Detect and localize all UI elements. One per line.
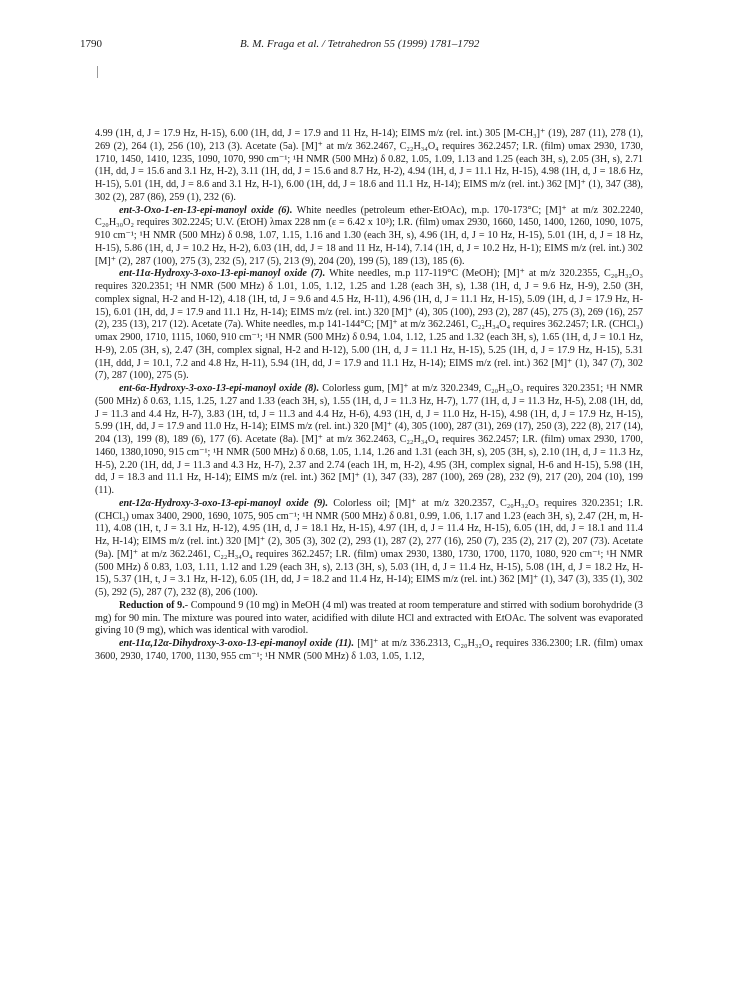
reduction-procedure (95, 600, 643, 638)
compound-name: ent-12α-Hydroxy-3-oxo-13-epi-manoyl oxide (9). (119, 497, 329, 509)
article-body (95, 128, 643, 664)
compound-entry-9 (95, 498, 643, 600)
compound-name: ent-11α,12α-Dihydroxy-3-oxo-13-epi-manoyl oxide (11). (119, 638, 355, 649)
procedure-heading: Reduction of 9. (119, 599, 185, 611)
margin-mark (97, 66, 98, 78)
compound-name: ent-6α-Hydroxy-3-oxo-13-epi-manoyl oxide (8). (119, 383, 320, 394)
compound-entry-7 (95, 268, 643, 383)
compound-name: ent-11α-Hydroxy-3-oxo-13-epi-manoyl oxide (7). (119, 268, 326, 280)
compound-entry-8 (95, 383, 643, 498)
paragraph-text: Colorless oil; [M]⁺ at m/z 320.2357, C₂₀H₃₂O₃ requires 320.2351; I.R. (CHCl₃) υmax 3400, 2900, 1690, 1075, 905 cm⁻¹; ¹H NMR (500 MHz) δ 0.81, 0.99, 1.06, 1.17 and 1.23 (each 3H, s), 2.47 (2H, m, H-11), 4.08 (1H, t, J = 3.1 Hz, H-12), 4.95 (1H, d, J = 18.1 Hz, H-15), 4.97 (1H, d, J = 11.4 Hz, H-15), 6.05 (1H, dd, J = 18.1 and 11.4 Hz, H-14); EIMS m/z (rel. int.) 320 [M]⁺ (2), 305 (3), 302 (2), 293 (1), 287 (2), 277 (16), 250 (7), 235 (2), 217 (2), 207 (73). Acetate (9a). [M]⁺ at m/z 362.2461, C₂₂H₃₄O₄ requires 362.2457; I.R. (film) υmax 2930, 1380, 1730, 1700, 1170, 1080, 920 cm⁻¹; ¹H NMR (500 MHz) δ 0.83, 1.03, 1.11, 1.12 and 1.29 (each 3H, s), 2.13 (3H, s), 5.03 (1H, d, J = 11.4 Hz, H-15), 5.08 (1H, d, J = 18.2 Hz, H-15), 5.37 (1H, t, J = 3.1 Hz, H-12), 6.05 (1H, dd, J = 18.2 and 11.4 Hz, H-14); EIMS m/z (rel. int.) 362 [M]⁺ (1), 347 (3), 335 (1), 302 (5), 292 (5), 287 (7), 232 (8), 206 (100). (95, 497, 643, 598)
paragraph-text: White needles (petroleum ether-EtOAc), m.p. 170-173°C; [M]⁺ at m/z 302.2240, C₂₀H₃₀O₂ requires 302.2245; U.V. (EtOH) λmax 228 nm (ε = 6.42 x 10³); I.R. (film) υmax 2930, 1660, 1450, 1400, 1260, 1090, 1075, 910 cm⁻¹; ¹H NMR (500 MHz) δ 0.98, 1.07, 1.15, 1.16 and 1.30 (each 3H, s), 4.96 (1H, d, J = 10 Hz, H-15), 5.01 (1H, d, J = 18 Hz, H-15), 5.86 (1H, d, J = 10.2 Hz, H-2), 6.03 (1H, dd, J = 18 and 11 Hz, H-14), 7.14 (1H, d, J = 10.2 Hz, H-1); EIMS m/z (rel. int.) 302 [M]⁺ (2), 287 (100), 275 (3), 232 (5), 217 (5), 213 (9), 204 (20), 199 (5), 189 (13), 185 (6). (95, 204, 643, 267)
compound-entry-11 (95, 638, 643, 664)
paragraph-text: [M]⁺ at m/z 336.2313, C₂₀H₃₂O₄ requires 336.2300; I.R. (film) υmax 3600, 2930, 1740, 1700, 1130, 955 cm⁻¹; ¹H NMR (500 MHz) δ 1.03, 1.05, 1.12, (95, 638, 644, 662)
compound-name: ent-3-Oxo-1-en-13-epi-manoyl oxide (6). (119, 204, 293, 216)
paragraph-text: White needles, m.p 117-119°C (MeOH); [M]⁺ at m/z 320.2355, C₂₀H₃₂O₃ requires 320.2351; ¹H NMR (500 MHz) δ 1.01, 1.05, 1.12, 1.25 and 1.28 (each 3H, s), 1.38 (1H, d, J = 9.6 Hz, H-9), 2.50 (3H, complex signal, H-2 and H-12), 4.18 (1H, td, J = 9.6 and 4.5 Hz, H-11), 4.96 (1H, d, J = 11.1 Hz, H-15), 5.09 (1H, d, J = 17.9 Hz, H-15), 6.01 (1H, dd, J = 17.9 and 11.1 Hz, H-14); EIMS m/z (rel. int.) 320 [M]⁺ (4), 305 (100), 293 (2), 287 (45), 275 (3), 269 (16), 257 (2), 235 (13), 217 (12). Acetate (7a). White needles, m.p 141-144°C; [M]⁺ at m/z 362.2461, C₂₂H₃₄O₄ requires 362.2457; I.R. (CHCl₃) υmax 2900, 1710, 1115, 1060, 910 cm⁻¹; ¹H NMR (500 MHz) δ 0.94, 1.04, 1.12, 1.25 and 1.32 (each 3H, s), 1.65 (1H, d, J = 10.1 Hz, H-9), 2.05 (3H, s), 2.47 (3H, complex signal, H-2 and H-12), 5.00 (1H, d, J = 11.1 Hz, H-15), 5.25 (1H, d, J = 17.9 Hz, H-15), 5.31 (1H, ddd, J = 10.1, 7.2 and 4.8 Hz, H-11), 5.94 (1H, dd, J = 17.9 and 11.1 Hz, H-14); EIMS m/z (rel. int.) 362 [M]⁺ (1), 347 (7), 302 (7), 287 (100), 275 (5). (95, 268, 643, 382)
page-number: 1790 (80, 38, 102, 50)
compound-entry-6 (95, 205, 643, 269)
paragraph-text: 4.99 (1H, d, J = 17.9 Hz, H-15), 6.00 (1H, dd, J = 17.9 and 11 Hz, H-14); EIMS m/z (rel. int.) 305 [M-CH₃]⁺ (19), 287 (11), 278 (1), 269 (2), 264 (1), 256 (10), 213 (3). Acetate (5a). [M]⁺ at m/z 362.2467, C₂₂H₃₄O₄ requires 362.2457; I.R. (film) υmax 2930, 1730, 1710, 1450, 1410, 1235, 1090, 1070, 990 cm⁻¹; ¹H NMR (500 MHz) δ 0.82, 1.05, 1.09, 1.13 and 1.25 (each 3H, s), 2.05 (3H, s), 2.71 (1H, dd, J = 15.6 and 3.1 Hz, H-2), 3.11 (1H, dd, J = 15.6 and 8.7 Hz, H-2), 4.94 (1H, d, J = 11.1 Hz, H-15), 4.98 (1H, d, J = 18.6 Hz, H-15), 5.01 (1H, dd, J = 8.6 and 3.1 Hz, H-1), 6.00 (1H, dd, J = 18.6 and 11.1 Hz, H-14); EIMS m/z (rel. int.) 362 [M]⁺ (1), 347 (38), 302 (2), 287 (86), 259 (1), 232 (6). (95, 128, 643, 203)
paragraph-text: - Compound 9 (10 mg) in MeOH (4 ml) was treated at room temperature and stirred with sodium borohydride (3 mg) for 90 min. The mixture was poured into water, acidified with dilute HCl and extracted with EtOAc. The solvent was evaporated giving 10 (9 mg), which was identical with varodiol. (95, 599, 643, 637)
paragraph-continuation (95, 128, 643, 205)
page-header (80, 38, 640, 54)
paragraph-text: Colorless gum, [M]⁺ at m/z 320.2349, C₂₀H₃₂O₃ requires 320.2351; ¹H NMR (500 MHz) δ 0.63, 1.15, 1.25, 1.27 and 1.33 (each 3H, s), 1.55 (1H, d, J = 11.3 Hz, H-7), 1.77 (1H, d, J = 11.3 Hz, H-5), 2.08 (1H, dd, J = 11.3 and 4.4 Hz, H-7), 3.83 (1H, td, J = 11.3 and 4.4 Hz, H-6), 4.93 (1H, d, J = 11.0 Hz, H-15), 4.98 (1H, d, J = 17.9 Hz, H-15), 5.99 (1H, dd, J = 17.9 and 11.0 Hz, H-14); EIMS m/z (rel. int.) 320 [M]⁺ (4), 305 (100), 287 (31), 269 (17), 250 (3), 222 (8), 217 (14), 204 (13), 199 (8), 189 (6), 177 (6). Acetate (8a). [M]⁺ at m/z 362.2463, C₂₂H₃₄O₄ requires 362.2457; I.R. (film) υmax 2930, 1700, 1460, 1380,1090, 915 cm⁻¹; ¹H NMR (500 MHz) δ 0.68, 1.05, 1.14, 1.26 and 1.31 (each 3H, s), 205 (3H, s), 2.10 (1H, d, J = 11.3 Hz, H-5), 2.20 (1H, dd, J = 11.3 and 4.3 Hz, H-7), 2.37 and 2.74 (each 1H, m, H-2), 4.95 (3H, complex signal, H-6 and H-15), 5.98 (1H, dd, J = 18.3 and 11.1 Hz, H-14); EIMS m/z (rel. int.) 362 [M]⁺ (1), 347 (33), 287 (100), 269 (28), 232 (9), 217 (20), 204 (10), 199 (11). (95, 383, 643, 496)
running-title: B. M. Fraga et al. / Tetrahedron 55 (1999) 1781–1792 (240, 38, 480, 50)
